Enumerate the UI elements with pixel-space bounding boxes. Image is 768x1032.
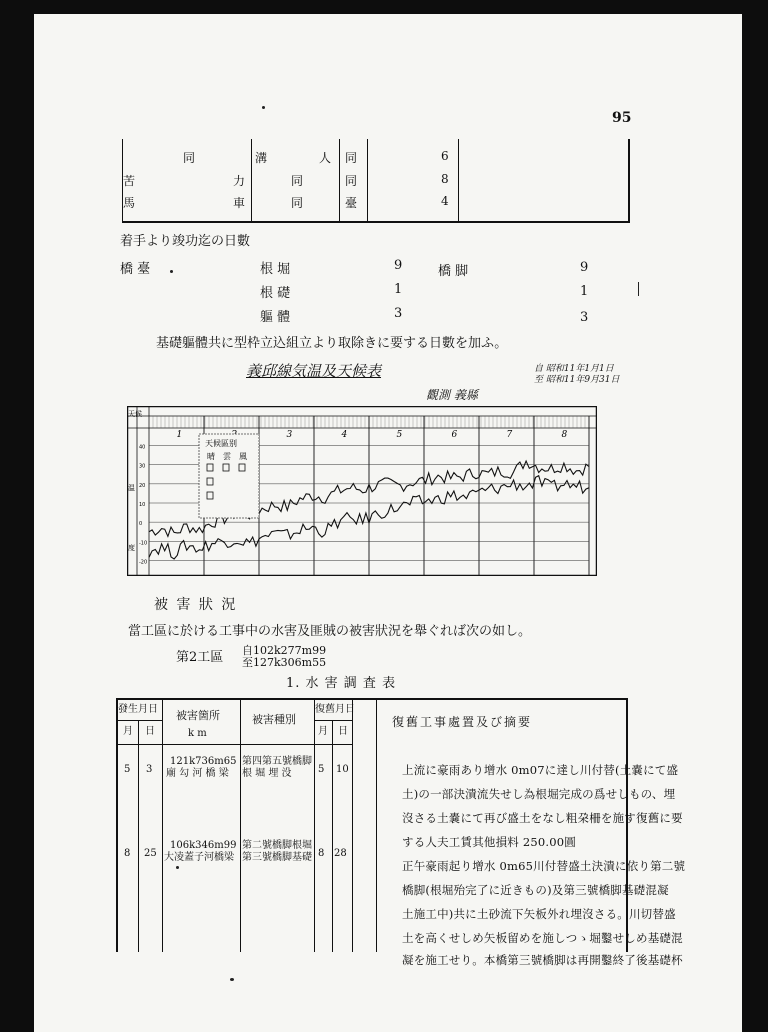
duration-item-1: 根 堀 [260,262,291,277]
duration-item-3: 軀 體 [260,310,291,325]
y-tick-label: -10 [139,540,148,547]
row1-occ-day: 3 [146,764,153,775]
header-place-unit: k m [188,728,207,739]
row1-occ-month: 5 [124,764,131,775]
row2-res-day: 28 [334,848,347,859]
duration-item-2-v1: 1 [394,282,403,297]
y-tick-label: 20 [139,482,146,489]
row3-c2: 臺 [345,196,358,210]
table-divider [314,720,352,721]
zone-to: 至127k306m55 [242,656,327,669]
side-label: 温 [128,484,135,492]
chart-period-to: 至 昭和11年9月31日 [534,375,620,385]
speck [176,866,179,869]
month-label: 5 [396,430,403,440]
table-divider [332,720,333,952]
legend-item-wind: 風 [239,452,247,461]
table-divider [138,720,139,952]
remark-line-6: 橋脚(根堀殆完了に近きもの)及第三號橋脚基礎混凝 [402,883,669,897]
row2-name: 苦 [123,174,136,188]
damage-table [116,698,686,967]
speck [230,978,234,981]
row2-c2: 同 [345,174,358,188]
row1-place-km: 121k736m65 [170,756,237,767]
row1-c2: 同 [345,151,358,165]
zone-label: 第2工區 [176,650,224,665]
legend-item-cloud: 雲 [223,452,231,461]
chart-svg [127,406,597,576]
month-label: 8 [561,430,568,440]
row2-place-km: 106k346m99 [170,840,237,851]
header-res-day: 日 [338,726,348,737]
month-label: 3 [286,430,293,440]
row2-place-name: 大凌蓋子河橋梁 [164,852,234,863]
table-divider [367,139,368,221]
remark-line-3: 沒さる土嚢にて再び盛土をなし粗朶柵を施す復舊に要 [402,811,683,825]
row1-res-month: 5 [318,764,325,775]
remark-line-1: 上流に豪雨あり增水 0m07に達し川付替(土嚢にて盛 [402,763,679,777]
temperature-chart [127,406,597,576]
table-divider [240,700,241,952]
y-tick-label: 10 [139,502,146,508]
y-tick-label: 0 [139,521,143,528]
section-intro: 當工區に於ける工事中の水害及匪賊の被害狀況を舉ぐれば次の如し。 [128,624,532,639]
y-tick-label: -20 [139,559,148,566]
zone-from: 自102k277m99 [242,644,327,657]
duration-note: 基礎軀體共に型枠立込組立より取除きに要する日數を加ふ。 [156,336,508,351]
duration-item-2-v2: 1 [580,284,589,299]
legend-title: 天候區别 [205,439,237,448]
chart-title: 義邱線気温及天候表 [246,362,382,380]
chart-observer: 觀測 義縣 [426,388,478,402]
remark-line-5: 正午豪雨起り增水 0m65川付替盛土決潰に依り第二號 [402,859,686,873]
remark-line-4: する人夫工賃其他損料 250.00圓 [402,835,576,849]
duration-item-1-v1: 9 [394,258,403,273]
y-tick-label: 30 [139,463,146,470]
page-number: 95 [612,110,632,126]
header-remarks: 復舊工事處置及び摘要 [392,715,533,729]
y-tick-label: 40 [139,444,146,451]
row2-kind-1: 第二號橋脚根堀 [242,840,312,851]
row1-kind-2: 根 堀 埋 没 [242,768,292,779]
duration-item-3-v1: 3 [394,306,403,321]
month-label: 7 [506,430,513,440]
row3-name3: 車 [233,196,246,210]
table-divider [339,139,340,221]
row1-name: 同 [183,151,196,165]
speck [262,106,265,109]
table-divider [376,700,377,952]
row1-place-name: 廟 勾 河 橋 梁 [166,768,229,779]
weather-legend [199,434,259,518]
row2-occ-day: 25 [144,848,157,859]
table-divider [314,700,315,952]
pier-label: 橋 脚 [438,264,469,279]
side-label: 天候 [128,410,142,418]
header-res-month: 月 [318,726,328,737]
header-occurred: 發生月日 [118,704,158,715]
header-place: 被害箇所 [176,709,220,722]
chart-period-from: 自 昭和11年1月1日 [534,364,614,374]
damage-table-title: 1. 水 害 調 査 表 [286,676,397,691]
row1-name3: 溝 [255,151,268,165]
duration-item-2: 根 礎 [260,286,291,301]
row1-kind-1: 第四第五號橋脚 [242,756,312,767]
abutment-label: 橋 臺 [120,262,151,277]
header-occ-month: 月 [123,726,133,737]
remark-line-8: 土を高くせしめ矢板留めを施しつゝ堀鑿せしめ基礎混 [402,931,683,945]
section-heading: 被 害 狀 況 [154,597,238,613]
side-label: 度 [128,544,135,552]
speck [170,270,173,273]
legend-item-clear: 晴 [207,452,215,461]
header-restored: 復舊月日 [315,704,355,715]
remark-line-9: 凝を施工せり。本橋第三號橋脚は再開鑿終了後基礎杯 [402,953,683,967]
table-divider [251,139,252,221]
row1-name4: 人 [319,151,332,165]
row3-c1: 同 [291,196,304,210]
table-divider [352,700,353,952]
remark-line-2: 土)の一部決潰流失せし為根堀完成の爲せしもの、埋 [402,787,676,801]
duration-item-3-v2: 3 [580,310,589,325]
row2-c3: 8 [441,172,449,186]
table-divider [118,744,352,745]
table-divider [458,139,459,221]
row3-c3: 4 [441,194,449,208]
duration-heading: 着手より竣功迄の日數 [120,234,251,249]
row1-c3: 6 [441,149,449,163]
month-label: 4 [341,430,348,440]
document-page [34,14,742,1032]
header-occ-day: 日 [145,726,155,737]
speck [638,282,639,296]
row1-res-day: 10 [336,764,349,775]
row2-c1: 同 [291,174,304,188]
month-label: 1 [176,430,183,440]
month-label: 6 [451,430,458,440]
row2-kind-2: 第三號橋脚基礎 [242,852,312,863]
row2-occ-month: 8 [124,848,131,859]
table-divider [162,700,163,952]
row2-res-month: 8 [318,848,325,859]
labor-table [122,139,630,223]
table-divider [118,720,162,721]
row2-name3: 力 [233,174,246,188]
row3-name: 馬 [123,196,136,210]
header-kind: 被害種別 [252,713,296,726]
chart-frame [128,407,597,576]
duration-item-1-v2: 9 [580,260,589,275]
remark-line-7: 土施工中)共に土砂流下矢板外れ埋沒さる。川切替盛 [402,907,676,921]
